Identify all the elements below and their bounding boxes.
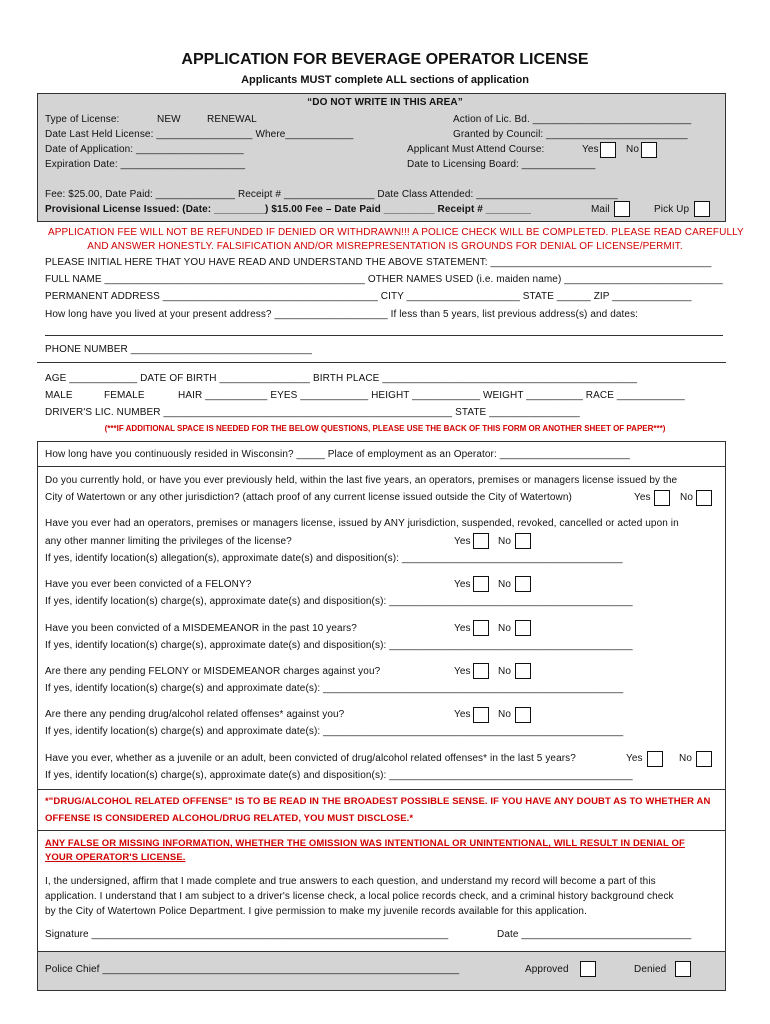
must-attend-no-checkbox[interactable] bbox=[641, 142, 657, 158]
full-name-field[interactable]: FULL NAME ______________________________________________ OTHER NAMES USED (i.e. maiden name) ____________________________ bbox=[45, 274, 723, 285]
q3-no-checkbox[interactable] bbox=[515, 576, 531, 592]
date-field[interactable]: Date ______________________________ bbox=[497, 929, 692, 940]
additional-space-note: (***IF ADDITIONAL SPACE IS NEEDED FOR THE BELOW QUESTIONS, PLEASE USE THE BACK OF THIS FORM OR ANOTHER SHEET OF PAPER***) bbox=[104, 424, 666, 433]
section-divider bbox=[37, 362, 726, 363]
q1-text-line-2: City of Watertown or any other jurisdiction? (attach proof of any current license issued outside the City of Watertown) bbox=[45, 492, 572, 503]
q1-text-line-1: Do you currently hold, or have you ever previously held, within the last five years, an operators, premises or managers license issued by the bbox=[45, 475, 678, 486]
date-of-application-field[interactable]: Date of Application: ___________________ bbox=[45, 144, 244, 155]
license-type-renewal[interactable]: RENEWAL bbox=[207, 114, 257, 125]
q5-yes-checkbox[interactable] bbox=[473, 663, 489, 679]
provisional-license-line[interactable]: Provisional License Issued: (Date: _________) $15.00 Fee – Date Paid _________ Receipt # ________ bbox=[45, 204, 532, 215]
sex-male-option[interactable]: MALE bbox=[45, 390, 73, 401]
q5-text: Are there any pending FELONY or MISDEMEANOR charges against you? bbox=[45, 666, 381, 677]
date-last-held-field[interactable]: Date Last Held License: _________________ Where____________ bbox=[45, 129, 354, 140]
approved-label: Approved bbox=[525, 964, 569, 975]
mail-checkbox[interactable] bbox=[614, 201, 630, 217]
false-info-notice-line-2: YOUR OPERATOR'S LICENSE. bbox=[45, 852, 186, 863]
q6-text: Are there any pending drug/alcohol related offenses* against you? bbox=[45, 709, 345, 720]
signature-field[interactable]: Signature _______________________________________________________________ bbox=[45, 929, 449, 940]
page-title: APPLICATION FOR BEVERAGE OPERATOR LICENSE bbox=[181, 51, 589, 68]
q3-no-label: No bbox=[498, 579, 511, 590]
drug-notice-line-2: OFFENSE IS CONSIDERED ALCOHOL/DRUG RELATED, YOU MUST DISCLOSE.* bbox=[45, 813, 414, 824]
q2-yes-checkbox[interactable] bbox=[473, 533, 489, 549]
expiration-date-field[interactable]: Expiration Date: ______________________ bbox=[45, 159, 246, 170]
phone-number-field[interactable]: PHONE NUMBER ________________________________ bbox=[45, 344, 312, 355]
affirmation-line-3: by the City of Watertown Police Department. I give permission to make my juvenile records available for this application. bbox=[45, 906, 587, 917]
questions-divider bbox=[37, 466, 726, 467]
q2-text-line-1: Have you ever had an operators, premises or managers license, issued by ANY jurisdiction, suspended, revoked, cancelled or acted upon in bbox=[45, 518, 679, 529]
wisconsin-residence-field[interactable]: How long have you continuously resided in Wisconsin? _____ Place of employment as an Operator: _______________________ bbox=[45, 449, 630, 460]
q3-yes-checkbox[interactable] bbox=[473, 576, 489, 592]
approved-checkbox[interactable] bbox=[580, 961, 596, 977]
q2-yes-label: Yes bbox=[454, 536, 471, 547]
age-dob-field[interactable]: AGE ____________ DATE OF BIRTH ________________ BIRTH PLACE _____________________________________________ bbox=[45, 373, 638, 384]
q6-no-checkbox[interactable] bbox=[515, 707, 531, 723]
pick-up-checkbox[interactable] bbox=[694, 201, 710, 217]
license-type-label: Type of License: bbox=[45, 114, 120, 125]
q7-text: Have you ever, whether as a juvenile or an adult, been convicted of drug/alcohol related offenses* in the last 5 years? bbox=[45, 753, 576, 764]
q6-yes-checkbox[interactable] bbox=[473, 707, 489, 723]
q6-details-field[interactable]: If yes, identify location(s) charge(s) and approximate date(s): _____________________________________________________ bbox=[45, 726, 624, 737]
drug-notice-line-1: *"DRUG/ALCOHOL RELATED OFFENSE" IS TO BE READ IN THE BROADEST POSSIBLE SENSE. IF YOU HAVE ANY DOUBT AS TO WHETHER AN bbox=[45, 796, 711, 807]
sex-female-option[interactable]: FEMALE bbox=[104, 390, 145, 401]
q3-yes-label: Yes bbox=[454, 579, 471, 590]
q2-no-checkbox[interactable] bbox=[515, 533, 531, 549]
drivers-license-field[interactable]: DRIVER'S LIC. NUMBER ___________________________________________________ STATE ________________ bbox=[45, 407, 580, 418]
action-lic-bd-field[interactable]: Action of Lic. Bd. ____________________________ bbox=[453, 114, 692, 125]
how-long-address-field[interactable]: How long have you lived at your present address? ____________________ If less than 5 years, list previous address(s) and dates: bbox=[45, 309, 639, 320]
q1-no-checkbox[interactable] bbox=[696, 490, 712, 506]
previous-address-line[interactable] bbox=[45, 335, 723, 336]
must-attend-course-label: Applicant Must Attend Course: bbox=[407, 144, 545, 155]
drug-notice-divider bbox=[37, 789, 726, 790]
q3-details-field[interactable]: If yes, identify location(s) charge(s), approximate date(s) and disposition(s): ___________________________________________ bbox=[45, 596, 633, 607]
denied-label: Denied bbox=[634, 964, 667, 975]
affirmation-line-2: application. I understand that I am subject to a driver's license check, a local police records check, and a criminal history background check bbox=[45, 891, 674, 902]
date-to-licensing-board-field[interactable]: Date to Licensing Board: _____________ bbox=[407, 159, 596, 170]
q1-yes-label: Yes bbox=[634, 492, 651, 503]
q1-no-label: No bbox=[680, 492, 693, 503]
permanent-address-field[interactable]: PERMANENT ADDRESS ______________________________________ CITY ____________________ STATE ______ ZIP ______________ bbox=[45, 291, 692, 302]
q7-no-label: No bbox=[679, 753, 692, 764]
q5-no-checkbox[interactable] bbox=[515, 663, 531, 679]
warning-line-1: APPLICATION FEE WILL NOT BE REFUNDED IF DENIED OR WITHDRAWN!!! A POLICE CHECK WILL BE COMPLETED. PLEASE READ CAREFULLY bbox=[48, 227, 744, 238]
mail-label: Mail bbox=[591, 204, 610, 215]
must-attend-no-label: No bbox=[626, 144, 639, 155]
fee-line[interactable]: Fee: $25.00, Date Paid: ______________ Receipt # ________________ Date Class Attended: _________________________ bbox=[45, 189, 618, 200]
office-use-header: “DO NOT WRITE IN THIS AREA” bbox=[307, 97, 463, 108]
q4-no-checkbox[interactable] bbox=[515, 620, 531, 636]
page-subtitle: Applicants MUST complete ALL sections of application bbox=[241, 74, 529, 86]
q2-text-line-2: any other manner limiting the privileges of the license? bbox=[45, 536, 292, 547]
false-notice-divider bbox=[37, 830, 726, 831]
pick-up-label: Pick Up bbox=[654, 204, 690, 215]
false-info-notice-line-1: ANY FALSE OR MISSING INFORMATION, WHETHER THE OMISSION WAS INTENTIONAL OR UNINTENTIONAL, WILL RESULT IN DENIAL OF bbox=[45, 838, 685, 849]
q4-text: Have you been convicted of a MISDEMEANOR in the past 10 years? bbox=[45, 623, 357, 634]
q1-yes-checkbox[interactable] bbox=[654, 490, 670, 506]
affirmation-line-1: I, the undersigned, affirm that I made complete and true answers to each question, and understand my record will become a part of this bbox=[45, 876, 656, 887]
must-attend-yes-checkbox[interactable] bbox=[600, 142, 616, 158]
police-chief-field[interactable]: Police Chief _______________________________________________________________ bbox=[45, 964, 460, 975]
q4-details-field[interactable]: If yes, identify location(s) charge(s), approximate date(s) and disposition(s): ___________________________________________ bbox=[45, 640, 633, 651]
q7-details-field[interactable]: If yes, identify location(s) charge(s), approximate date(s) and disposition(s): ___________________________________________ bbox=[45, 770, 633, 781]
q2-no-label: No bbox=[498, 536, 511, 547]
q5-details-field[interactable]: If yes, identify location(s) charge(s) and approximate date(s): _____________________________________________________ bbox=[45, 683, 624, 694]
q7-yes-checkbox[interactable] bbox=[647, 751, 663, 767]
q3-text: Have you ever been convicted of a FELONY? bbox=[45, 579, 252, 590]
must-attend-yes-label: Yes bbox=[582, 144, 599, 155]
q6-yes-label: Yes bbox=[454, 709, 471, 720]
granted-by-council-field[interactable]: Granted by Council: _________________________ bbox=[453, 129, 688, 140]
q4-yes-label: Yes bbox=[454, 623, 471, 634]
warning-line-2: AND ANSWER HONESTLY. FALSIFICATION AND/OR MISREPRESENTATION IS GROUNDS FOR DENIAL OF LICENSE/PERMIT. bbox=[87, 241, 683, 252]
q4-yes-checkbox[interactable] bbox=[473, 620, 489, 636]
q6-no-label: No bbox=[498, 709, 511, 720]
hair-eyes-field[interactable]: HAIR ___________ EYES ____________ HEIGHT ____________ WEIGHT __________ RACE ____________ bbox=[178, 390, 685, 401]
denied-checkbox[interactable] bbox=[675, 961, 691, 977]
q5-no-label: No bbox=[498, 666, 511, 677]
q2-details-field[interactable]: If yes, identify location(s) allegation(s), approximate date(s) and disposition(s): _______________________________________ bbox=[45, 553, 623, 564]
q4-no-label: No bbox=[498, 623, 511, 634]
q7-yes-label: Yes bbox=[626, 753, 643, 764]
q7-no-checkbox[interactable] bbox=[696, 751, 712, 767]
initial-field[interactable]: PLEASE INITIAL HERE THAT YOU HAVE READ AND UNDERSTAND THE ABOVE STATEMENT: _______________________________________ bbox=[45, 257, 712, 268]
q5-yes-label: Yes bbox=[454, 666, 471, 677]
license-type-new[interactable]: NEW bbox=[157, 114, 181, 125]
